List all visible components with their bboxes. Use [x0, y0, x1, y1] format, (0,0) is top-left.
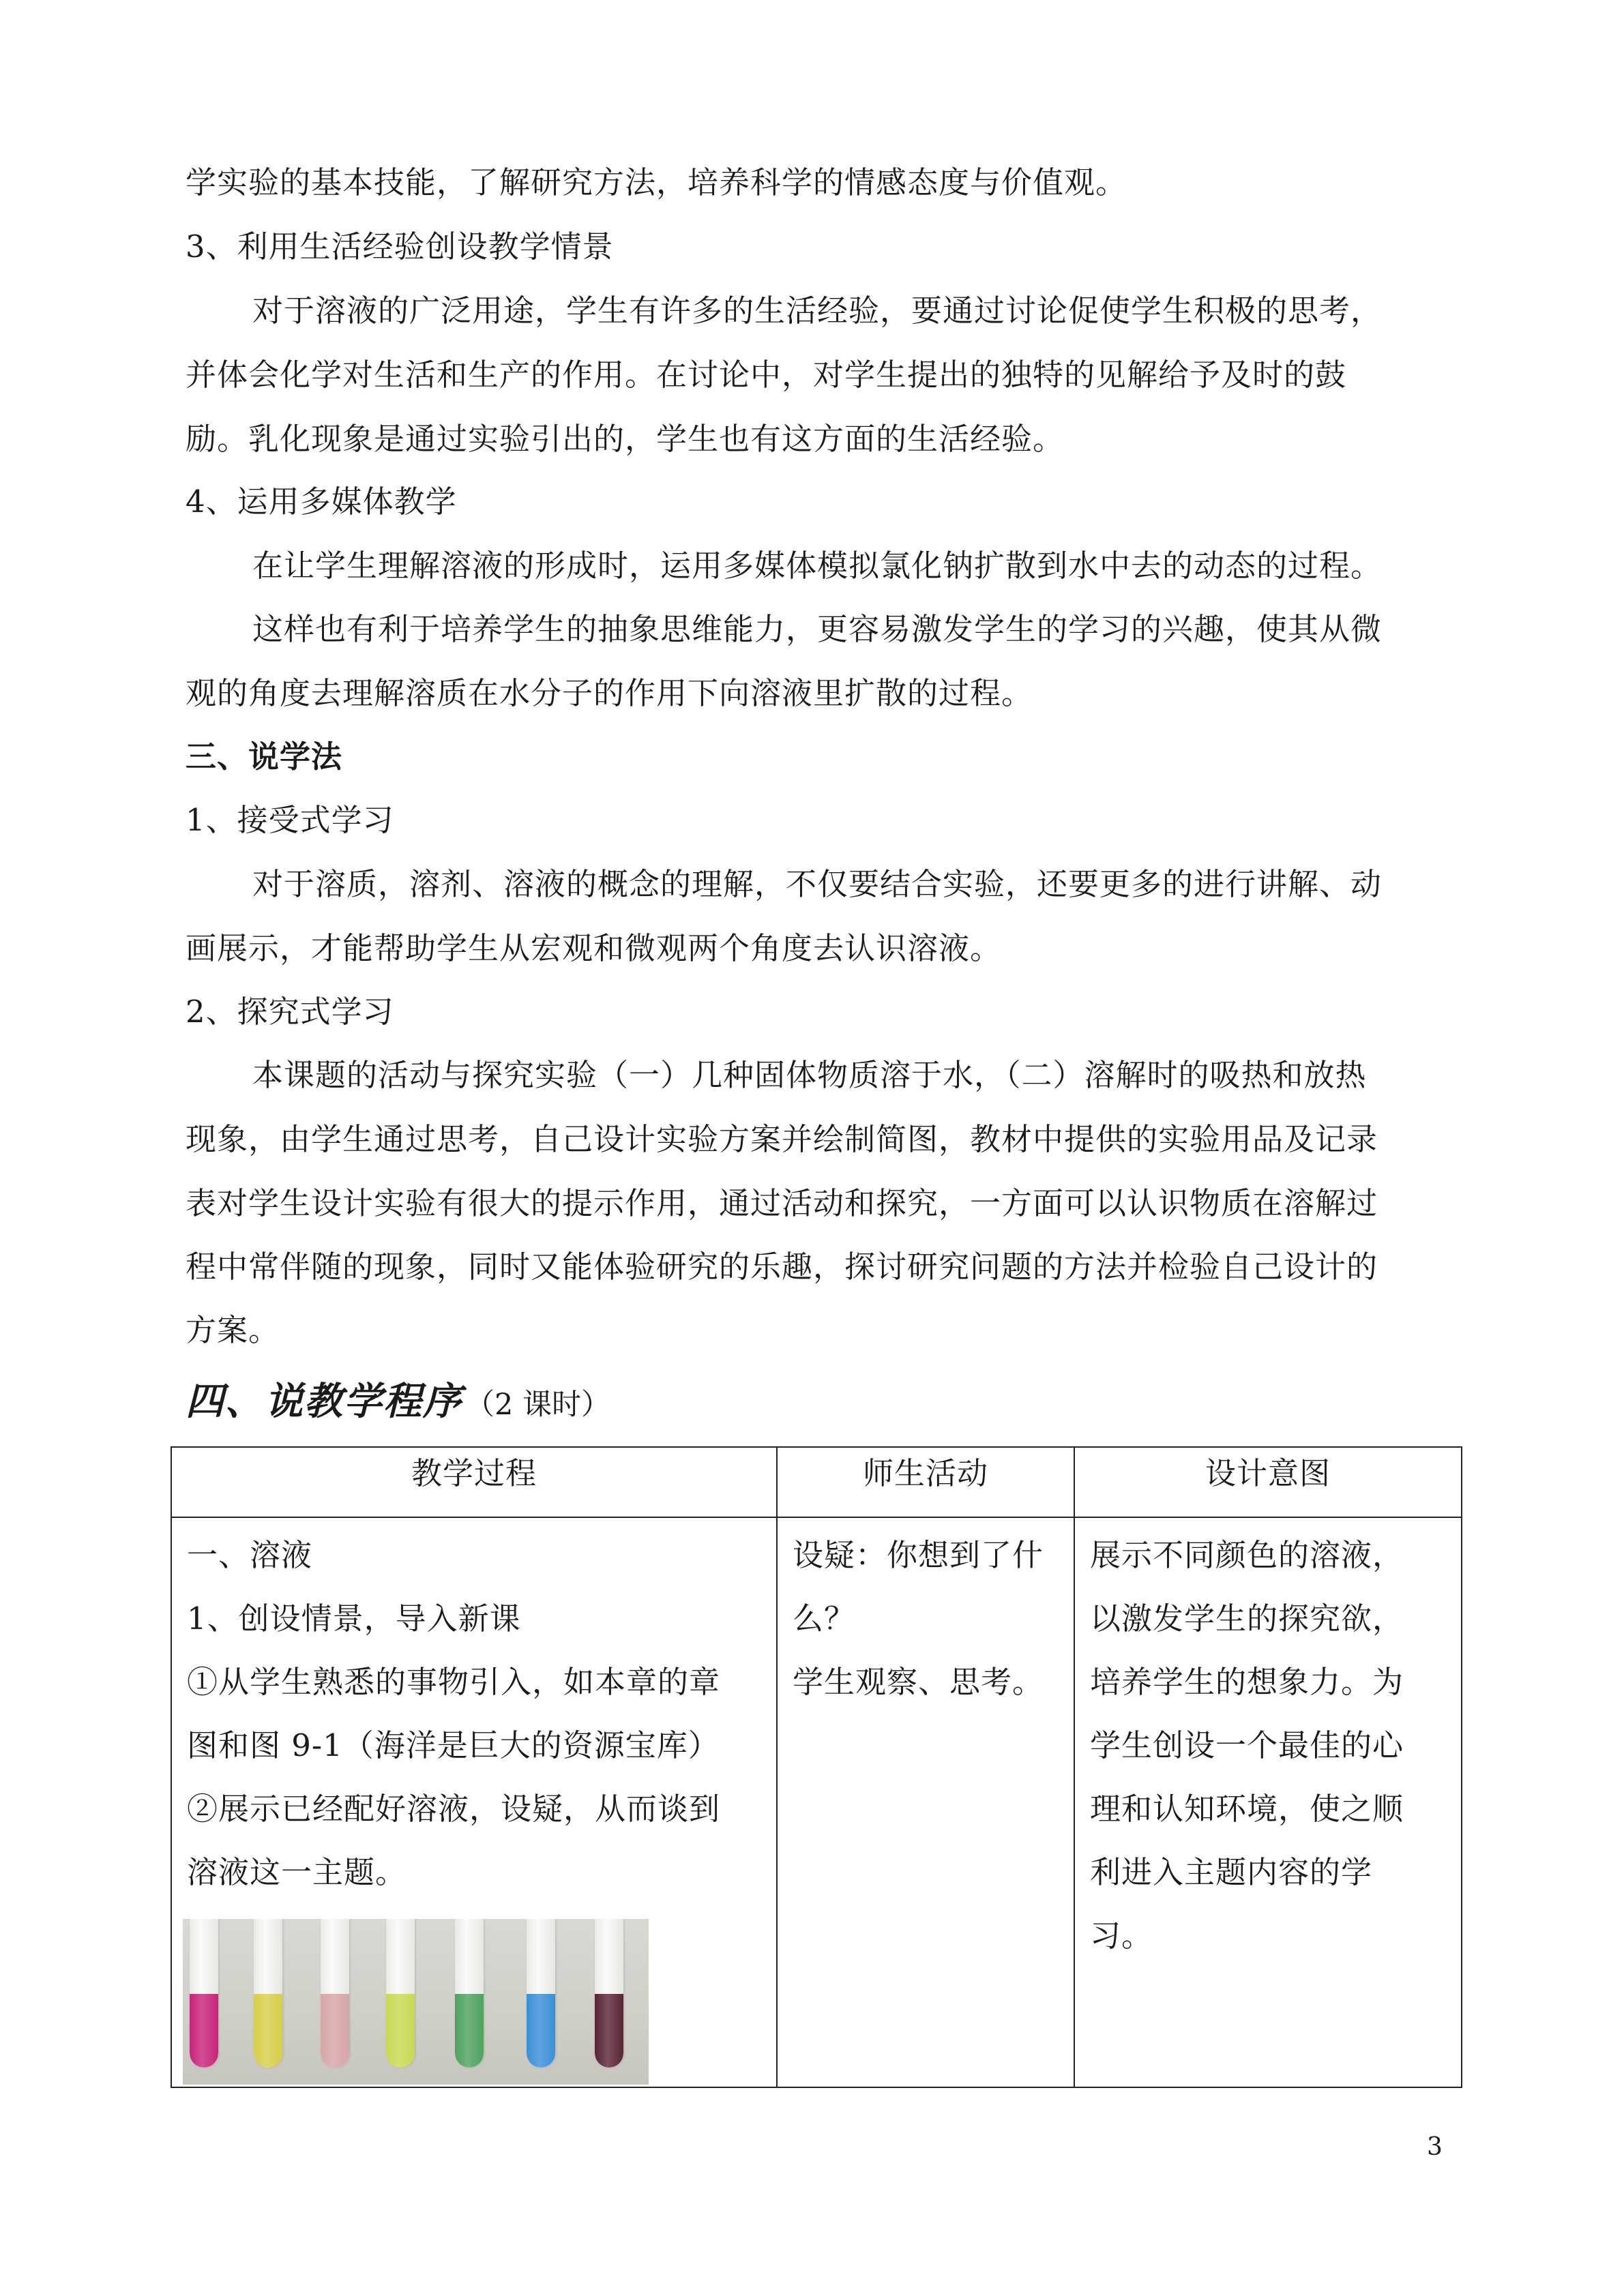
section-four-subtitle: （2 课时）: [465, 1388, 611, 1422]
paragraph-line: 这样也有利于培养学生的抽象思维能力，更容易激发学生的学习的兴趣，使其从微: [252, 611, 1383, 647]
header-design-intent: 设计意图: [1074, 1447, 1462, 1517]
paragraph-line: 对于溶质，溶剂、溶液的概念的理解，不仅要结合实验，还要更多的进行讲解、动: [252, 866, 1383, 902]
tube-liquid: [254, 1994, 282, 2068]
cell-design-intent: [1074, 1517, 1462, 2087]
cell-teacher-student-activity: [777, 1517, 1074, 2087]
paragraph-line: 学实验的基本技能，了解研究方法，培养科学的情感态度与价值观。: [186, 164, 1127, 200]
cell-line: 设疑：你想到了什: [793, 1537, 1044, 1573]
cell-line: 学生创设一个最佳的心: [1090, 1727, 1404, 1763]
cell-line: 溶液这一主题。: [187, 1854, 407, 1890]
subheading-multimedia: 4、运用多媒体教学: [186, 483, 457, 520]
table-row: [171, 1517, 1462, 2087]
cell-line: 培养学生的想象力。为: [1090, 1664, 1404, 1700]
paragraph-line: 程中常伴随的现象，同时又能体验研究的乐趣，探讨研究问题的方法并检验自己设计的: [186, 1249, 1378, 1285]
cell-teaching-process: [171, 1517, 777, 2087]
tube-liquid: [386, 1994, 415, 2068]
section-four-title: 四、说教学程序: [186, 1379, 462, 1424]
cell-line: 一、溶液: [187, 1537, 313, 1573]
page-number: 3: [1427, 2133, 1443, 2161]
cell-line: 图和图 9-1（海洋是巨大的资源宝库）: [187, 1727, 720, 1763]
header-teaching-process: 教学过程: [171, 1447, 777, 1517]
subheading-life-experience: 3、利用生活经验创设教学情景: [186, 228, 614, 265]
paragraph-line: 表对学生设计实验有很大的提示作用，通过活动和探究，一方面可以认识物质在溶解过: [186, 1185, 1378, 1221]
section-heading-four: [186, 1371, 610, 1426]
paragraph-line: 并体会化学对生活和生产的作用。在讨论中，对学生提出的独特的见解给予及时的鼓: [186, 357, 1347, 393]
paragraph-line: 在让学生理解溶液的形成时，运用多媒体模拟氯化钠扩散到水中去的动态的过程。: [252, 548, 1383, 584]
tube-liquid: [455, 1994, 484, 2068]
cell-line: ②展示已经配好溶液，设疑，从而谈到: [187, 1791, 721, 1827]
section-heading-three: 三、说学法: [186, 739, 343, 775]
paragraph-line: 方案。: [186, 1312, 280, 1348]
paragraph-line: 本课题的活动与探究实验（一）几种固体物质溶于水，（二）溶解时的吸热和放热: [252, 1057, 1367, 1093]
subheading-inquiry-learning: 2、探究式学习: [186, 994, 394, 1030]
header-teacher-student-activity: 师生活动: [777, 1447, 1074, 1517]
cell-line: 么？: [793, 1600, 856, 1637]
tube-liquid: [190, 1994, 218, 2068]
test-tube: [595, 1919, 623, 2068]
paragraph-line: 画展示，才能帮助学生从宏观和微观两个角度去认识溶液。: [186, 930, 1002, 966]
tube-liquid: [321, 1994, 349, 2068]
test-tube: [527, 1919, 555, 2068]
cell-line: 以激发学生的探究欲，: [1090, 1600, 1404, 1637]
table-header-row: [171, 1447, 1462, 1517]
test-tube: [455, 1919, 484, 2068]
cell-line: 学生观察、思考。: [793, 1664, 1044, 1700]
test-tube: [254, 1919, 282, 2068]
paragraph-line: 观的角度去理解溶质在水分子的作用下向溶液里扩散的过程。: [186, 675, 1033, 711]
test-tubes-photo: [183, 1919, 649, 2085]
tube-liquid: [527, 1994, 555, 2068]
cell-line: ①从学生熟悉的事物引入，如本章的章: [187, 1664, 721, 1700]
paragraph-line: 现象，由学生通过思考，自己设计实验方案并绘制简图，教材中提供的实验用品及记录: [186, 1121, 1378, 1157]
teaching-procedure-table: [171, 1446, 1462, 2088]
paragraph-line: 励。乳化现象是通过实验引出的，学生也有这方面的生活经验。: [186, 421, 1065, 457]
test-tube: [190, 1919, 218, 2068]
paragraph-line: 对于溶液的广泛用途，学生有许多的生活经验，要通过讨论促使学生积极的思考，: [252, 293, 1383, 329]
cell-line: 展示不同颜色的溶液，: [1090, 1537, 1404, 1573]
cell-line: 习。: [1090, 1918, 1153, 1954]
test-tube: [321, 1919, 349, 2068]
tube-liquid: [595, 1994, 623, 2068]
cell-line: 理和认知环境，使之顺: [1090, 1791, 1404, 1827]
test-tube: [386, 1919, 415, 2068]
subheading-receptive-learning: 1、接受式学习: [186, 802, 394, 838]
cell-line: 利进入主题内容的学: [1090, 1854, 1373, 1890]
cell-line: 1、创设情景，导入新课: [187, 1600, 521, 1637]
